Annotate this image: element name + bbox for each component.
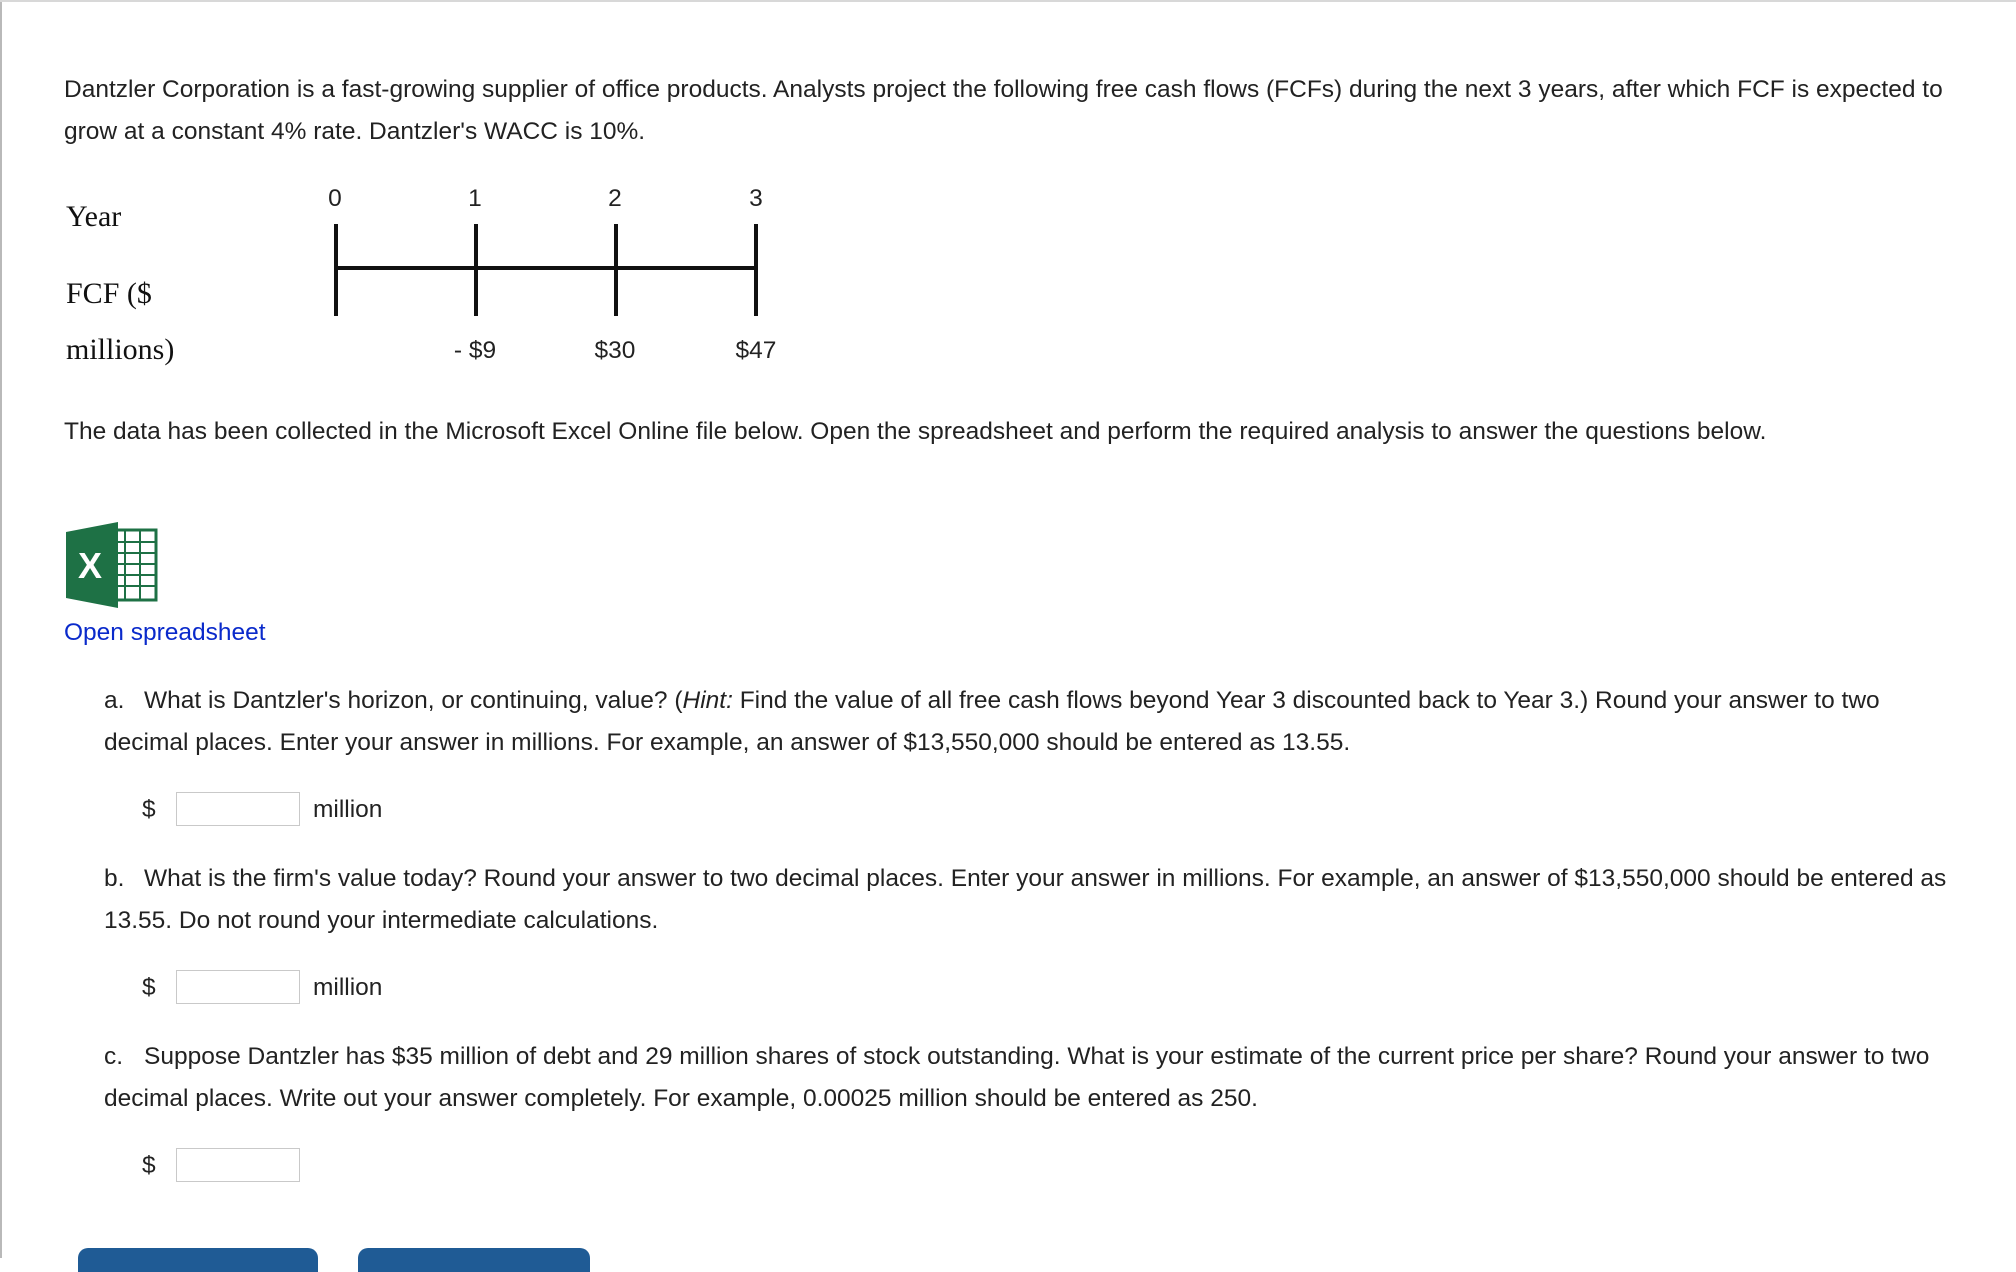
excel-icon-letter: X [77, 545, 103, 586]
footer-button-2[interactable] [358, 1248, 590, 1272]
answer-b-input[interactable] [176, 970, 300, 1004]
question-a-hint: Hint: [682, 687, 733, 714]
open-spreadsheet-link[interactable]: Open spreadsheet [64, 619, 266, 646]
timeline-tick-1 [474, 224, 478, 316]
answer-a-input[interactable] [176, 792, 300, 826]
timeline-tick-3 [754, 224, 758, 316]
question-a-text-2: Find the value of all free cash flows beyond Year 3 discounted back to Year 3.) Round your answer to two decimal places. Enter your answer in millions. For example, an answer of $13,550,000 should be entered as 13.55. [104, 687, 1880, 756]
unit-label: million [313, 796, 383, 823]
timeline-year-3: 3 [749, 185, 763, 212]
question-c-text: Suppose Dantzler has $35 million of debt and 29 million shares of stock outstanding. What is your estimate of the current price per share? Round your answer to two decimal places. Write out your answer completely. For example, 0.00025 million should be entered as 250. [104, 1043, 1930, 1112]
timeline-fcf-3: $47 [735, 337, 777, 364]
question-a-letter: a. [104, 687, 125, 714]
question-a-text-1: What is Dantzler's horizon, or continuing, value? ( [144, 687, 683, 714]
question-b-letter: b. [104, 865, 125, 892]
timeline-tick-2 [614, 224, 618, 316]
currency-symbol: $ [142, 1152, 156, 1179]
timeline-fcf-2: $30 [594, 337, 636, 364]
timeline-year-label: Year [66, 200, 122, 233]
unit-label: million [313, 974, 383, 1001]
question-b-text: What is the firm's value today? Round your answer to two decimal places. Enter your answer in millions. For example, an answer of $13,550,000 should be entered as 13.55. Do not round your intermediate calculations. [104, 865, 1947, 934]
timeline-fcf-label-line1: FCF ($ [66, 277, 152, 310]
timeline-year-0: 0 [328, 185, 342, 212]
question-c-letter: c. [104, 1043, 124, 1070]
currency-symbol: $ [142, 974, 156, 1001]
footer-button-1[interactable] [78, 1248, 318, 1272]
window-left-border [0, 0, 2, 1258]
timeline-fcf-1: - $9 [453, 337, 497, 364]
currency-symbol: $ [142, 796, 156, 823]
answer-c-input[interactable] [176, 1148, 300, 1182]
timeline-year-1: 1 [468, 185, 482, 212]
timeline-axis [335, 266, 758, 270]
window-top-border [0, 0, 2016, 2]
excel-icon[interactable] [64, 520, 160, 610]
question-c [104, 1036, 1964, 1120]
timeline-fcf-label-line2: millions) [66, 333, 175, 366]
problem-intro: Dantzler Corporation is a fast-growing supplier of office products. Analysts project the following free cash flows (FCFs) during the next 3 years, after which FCF is expected to grow at a constant 4% rate. Dantzler's WACC is 10%. [64, 76, 1943, 145]
timeline-year-2: 2 [608, 185, 622, 212]
question-a [104, 680, 1964, 764]
data-note: The data has been collected in the Microsoft Excel Online file below. Open the spreadsheet and perform the required analysis to answer the questions below. [64, 418, 1767, 445]
timeline-tick-0 [334, 224, 338, 316]
question-b [104, 858, 1964, 942]
